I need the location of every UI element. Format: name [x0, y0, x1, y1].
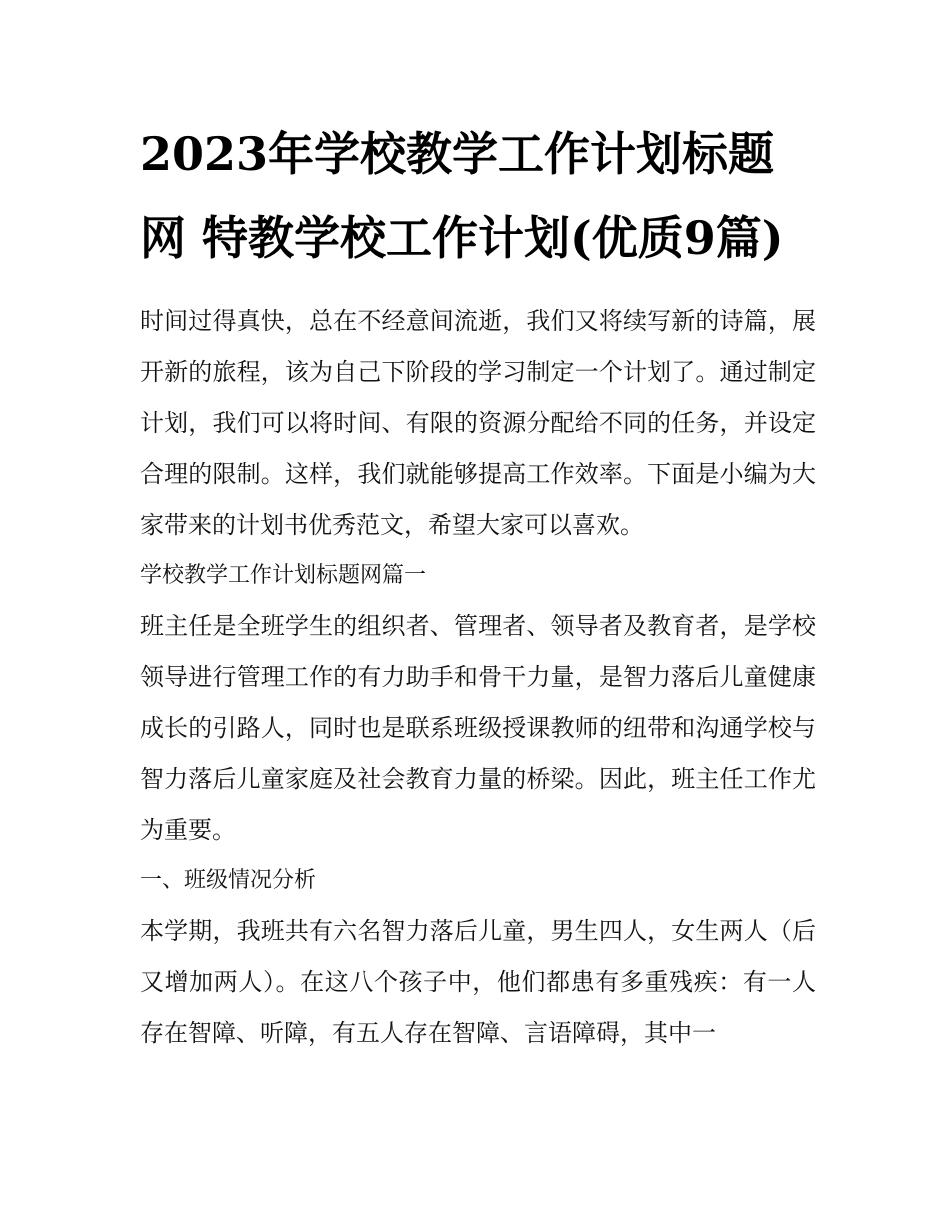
- body-paragraph-class-situation: 本学期，我班共有六名智力落后儿童，男生四人，女生两人（后又增加两人）。在这八个孩子中，他们都患有多重残疾：有一人存在智障、听障，有五人存在智障、言语障碍，其中一: [140, 917, 816, 1047]
- section-heading-class-analysis: 一、班级情况分析: [140, 868, 317, 893]
- body-paragraph-class-teacher: 班主任是全班学生的组织者、管理者、领导者及教育者，是学校领导进行管理工作的有力助手和骨干力量，是智力落后儿童健康成长的引路人，同时也是联系班级授课教师的纽带和沟通学校与智力落后儿童家庭及社会教育力量的桥梁。因此，班主任工作尤为重要。: [140, 612, 816, 844]
- document-page: [140, 112, 816, 1059]
- document-title: 2023年学校教学工作计划标题网 特教学校工作计划(优质9篇): [140, 127, 784, 265]
- section-heading-part-one: 学校教学工作计划标题网篇一: [140, 563, 427, 588]
- document-body: [140, 296, 816, 1059]
- intro-paragraph: 时间过得真快，总在不经意间流逝，我们又将续写新的诗篇，展开新的旅程，该为自己下阶段的学习制定一个计划了。通过制定计划，我们可以将时间、有限的资源分配给不同的任务，并设定合理的限制。这样，我们就能够提高工作效率。下面是小编为大家带来的计划书优秀范文，希望大家可以喜欢。: [140, 307, 816, 539]
